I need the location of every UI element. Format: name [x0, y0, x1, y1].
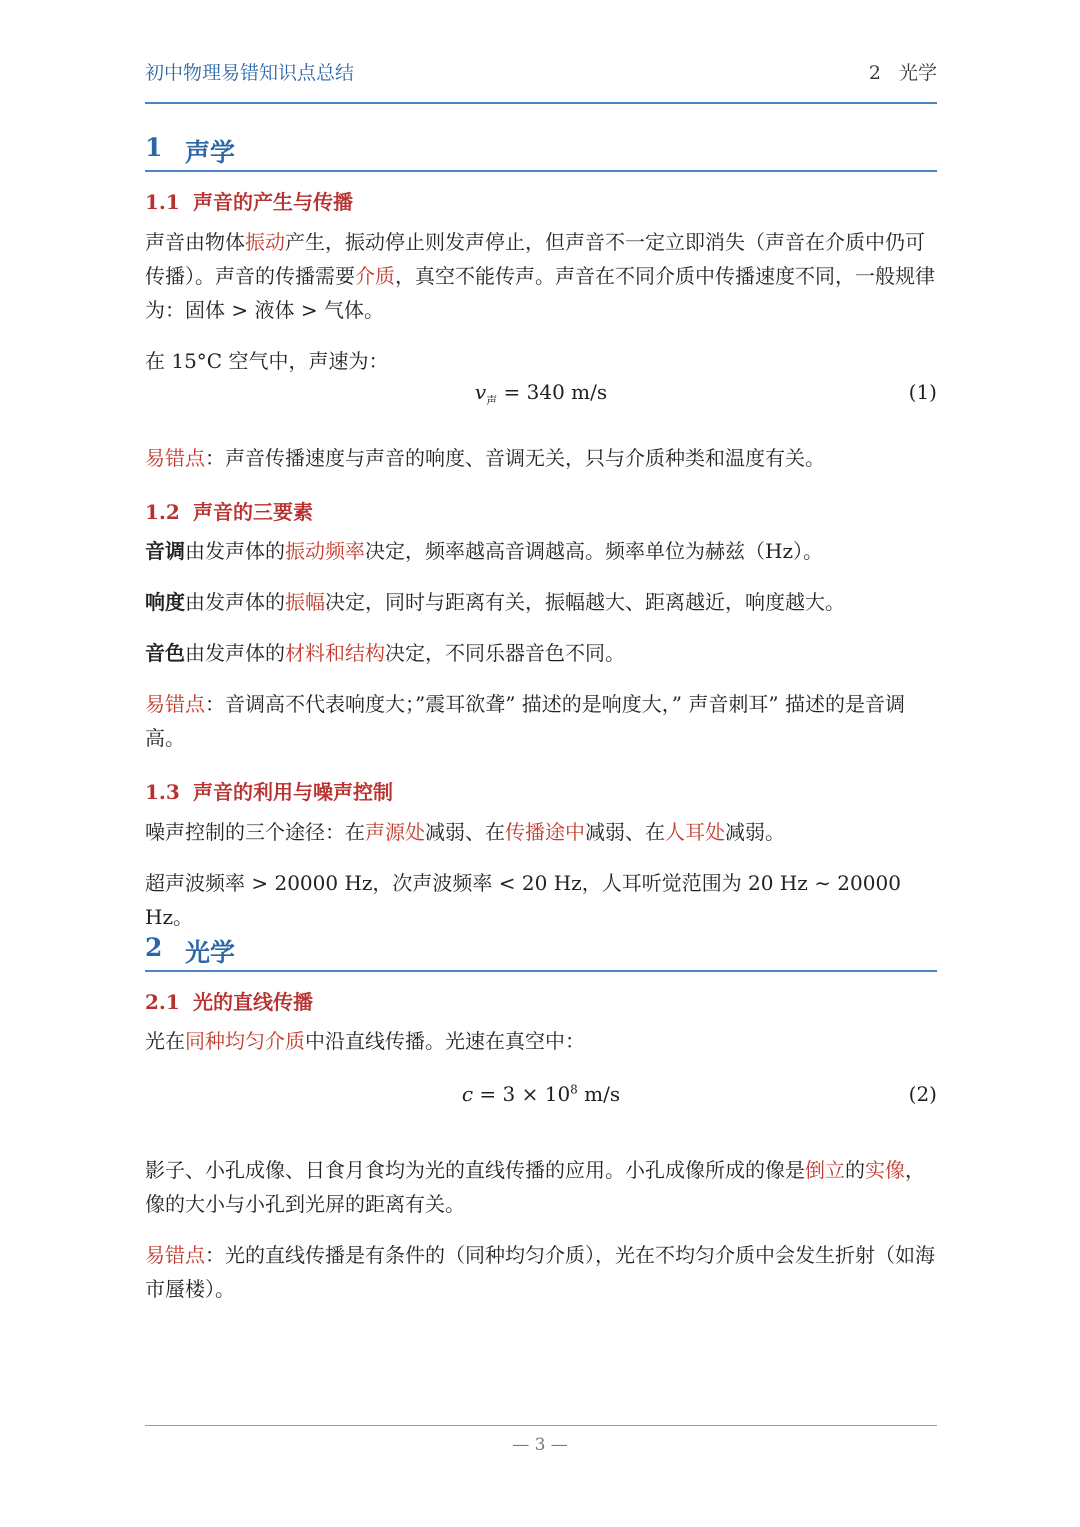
subsection-title: 声音的三要素	[193, 500, 313, 524]
paragraph	[145, 225, 937, 327]
paragraph	[145, 1153, 937, 1221]
subsection-number: 2.1	[145, 990, 180, 1014]
subsection-heading	[145, 776, 393, 805]
highlight-term: 声源处	[365, 820, 425, 844]
section-number: 1	[145, 133, 163, 162]
paragraph	[145, 815, 937, 849]
page-number: — 3 —	[512, 1435, 568, 1455]
text-run: 决定，同时与距离有关，振幅越大、距离越近，响度越大。	[325, 590, 845, 614]
term-bold: 音色	[145, 641, 185, 665]
subsection-title: 声音的产生与传播	[193, 190, 353, 214]
text-run: 的	[845, 1158, 865, 1182]
running-header	[145, 58, 937, 88]
text-run: 减弱、在	[585, 820, 665, 844]
text-run: ：声音传播速度与声音的响度、音调无关，只与介质种类和温度有关。	[205, 446, 825, 470]
pitfall-label: 易错点	[145, 446, 205, 470]
term-bold: 响度	[145, 590, 185, 614]
pitfall-note	[145, 687, 937, 755]
section-number: 2	[145, 933, 163, 962]
eq-subscript: 声	[486, 394, 498, 407]
equation-body	[145, 380, 937, 408]
text-run: 由发声体的	[185, 539, 285, 563]
eq-exponent: 8	[570, 1082, 578, 1097]
footer-divider	[145, 1425, 937, 1426]
equation-number: (1)	[908, 380, 937, 404]
section-divider	[145, 170, 937, 172]
paragraph	[145, 1024, 937, 1058]
highlight-term: 材料和结构	[285, 641, 385, 665]
equation-number: (2)	[908, 1082, 937, 1106]
pitfall-label: 易错点	[145, 692, 205, 716]
text-run: 减弱。	[725, 820, 785, 844]
text-run: 声音由物体	[145, 230, 245, 254]
highlight-term: 振动频率	[285, 539, 365, 563]
subsection-title: 光的直线传播	[193, 990, 313, 1014]
eq-unit: m/s	[577, 1082, 621, 1106]
text-run: 由发声体的	[185, 641, 285, 665]
section-title: 声学	[185, 138, 236, 167]
highlight-term: 振动	[245, 230, 285, 254]
highlight-term: 实像	[865, 1158, 905, 1182]
subsection-number: 1.2	[145, 500, 180, 524]
subsection-number: 1.1	[145, 190, 180, 214]
header-divider	[145, 102, 937, 104]
eq-value: = 340 m/s	[497, 380, 608, 404]
term-bold: 音调	[145, 539, 185, 563]
text-run: 中沿直线传播。光速在真空中：	[305, 1029, 585, 1053]
text-run: 决定，频率越高音调越高。频率单位为赫兹（Hz）。	[365, 539, 823, 563]
equation-body	[145, 1082, 937, 1106]
subsection-number: 1.3	[145, 780, 180, 804]
pitfall-note	[145, 1238, 937, 1306]
subsection-heading	[145, 186, 353, 215]
eq-symbol: c	[461, 1082, 474, 1106]
chapter-title: 光学	[898, 62, 937, 84]
text-run: 由发声体的	[185, 590, 285, 614]
section-title: 光学	[185, 938, 236, 967]
section-divider	[145, 970, 937, 972]
text-run: ，真空不能传声。声音在不同介质中传播速度不同，一般规律为：固体 > 液体 > 气体。	[145, 264, 935, 322]
subsection-heading	[145, 986, 313, 1015]
paragraph: 在 15°C 空气中，声速为：	[145, 349, 389, 373]
text-run: 决定，不同乐器音色不同。	[385, 641, 625, 665]
highlight-term: 同种均匀介质	[185, 1029, 305, 1053]
text-run: 减弱、在	[425, 820, 505, 844]
highlight-term: 振幅	[285, 590, 325, 614]
text-run: 光在	[145, 1029, 185, 1053]
chapter-reference	[851, 58, 937, 85]
paragraph	[145, 636, 937, 670]
equation	[145, 1082, 937, 1116]
paragraph: 超声波频率 > 20000 Hz，次声波频率 < 20 Hz，人耳听觉范围为 20 Hz ∼ 20000 Hz。	[145, 871, 901, 929]
text-run: ：光的直线传播是有条件的（同种均匀介质），光在不均匀介质中会发生折射（如海市蜃楼）。	[145, 1243, 935, 1301]
pitfall-label: 易错点	[145, 1243, 205, 1267]
highlight-term: 倒立	[805, 1158, 845, 1182]
text-run: 影子、小孔成像、日食月食均为光的直线传播的应用。小孔成像所成的像是	[145, 1158, 805, 1182]
equation	[145, 380, 937, 414]
chapter-number: 2	[868, 62, 881, 84]
eq-value: = 3 × 10	[473, 1082, 571, 1106]
text-run: 噪声控制的三个途径：在	[145, 820, 365, 844]
eq-symbol: v	[474, 380, 487, 404]
subsection-heading	[145, 496, 313, 525]
subsection-title: 声音的利用与噪声控制	[193, 780, 393, 804]
text-run: 产生，振动停止则发声停止，但声音不一定立即消失（声音在介质中仍可传播）。声音的传播需要	[145, 230, 925, 288]
pitfall-note	[145, 441, 937, 475]
highlight-term: 人耳处	[665, 820, 725, 844]
document-title: 初中物理易错知识点总结	[145, 62, 355, 84]
text-run: ，像的大小与小孔到光屏的距离有关。	[145, 1158, 925, 1216]
highlight-term: 传播途中	[505, 820, 585, 844]
paragraph	[145, 534, 937, 568]
paragraph	[145, 585, 937, 619]
highlight-term: 介质	[355, 264, 395, 288]
text-run: ：音调高不代表响度大；”震耳欲聋” 描述的是响度大，” 声音刺耳” 描述的是音调高。	[145, 692, 905, 750]
